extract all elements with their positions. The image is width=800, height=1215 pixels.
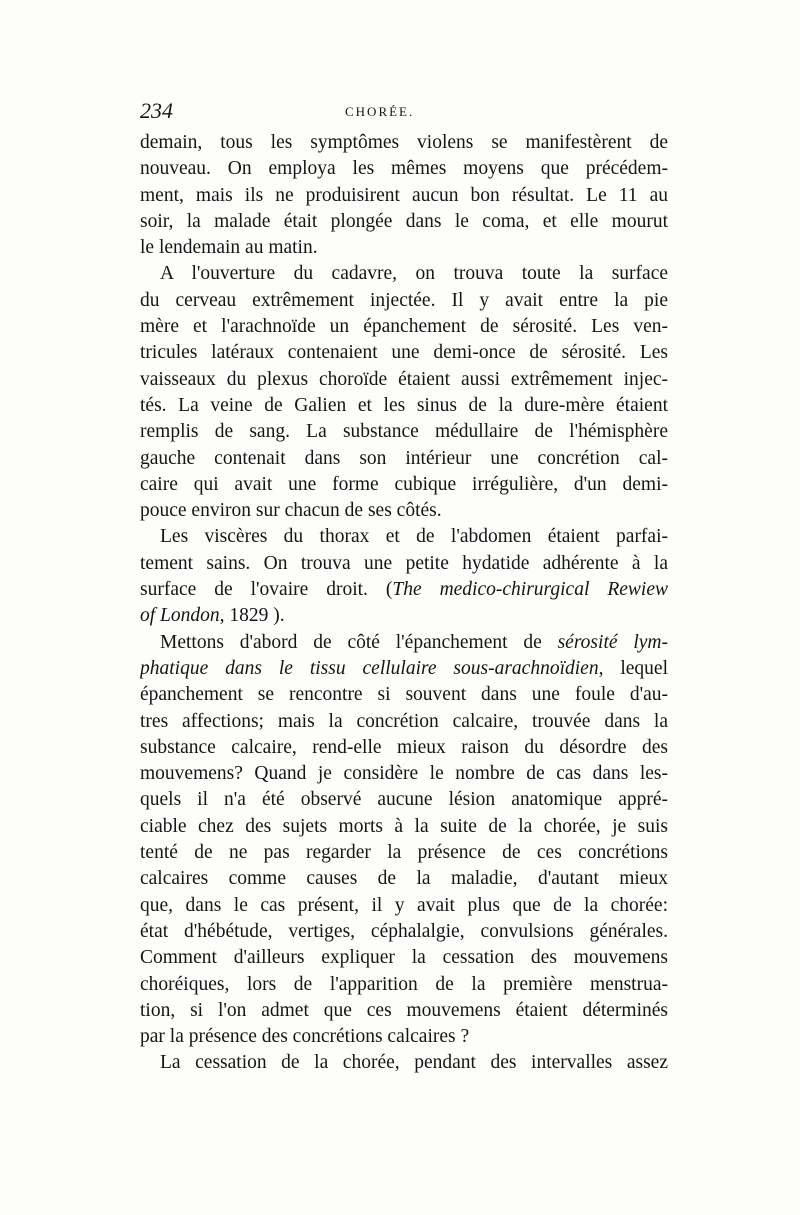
text-fragment: Mettons d'abord de côté l'épanchement de xyxy=(160,631,558,653)
text-line: tricules latéraux contenaient une demi-once de sérosité. Les xyxy=(140,342,668,364)
text-line xyxy=(140,656,668,682)
text-line: demain, tous les symptômes violens se manifestèrent de xyxy=(140,132,668,153)
text-line: gauche contenait dans son intérieur une concrétion cal- xyxy=(140,447,668,469)
text-line: tion, si l'on admet que ces mouvemens étaient déterminés xyxy=(140,999,668,1021)
italic-term-continued: phatique dans le tissu cellulaire sous-arachnoïdien xyxy=(140,657,599,679)
text-line xyxy=(140,603,668,629)
text-line: La cessation de la chorée, pendant des intervalles assez xyxy=(160,1052,668,1074)
text-line: choréiques, lors de l'apparition de la première menstrua- xyxy=(140,973,668,995)
text-line xyxy=(140,630,668,656)
text-line: caire qui avait une forme cubique irrégulière, d'un demi- xyxy=(140,473,668,495)
journal-title-continued: of London xyxy=(140,605,220,627)
text-line: tenté de ne pas regarder la présence de ces concrétions xyxy=(140,842,668,864)
text-line: mouvemens? Quand je considère le nombre de cas dans les- xyxy=(140,763,668,785)
text-line: le lendemain au matin. xyxy=(140,237,318,259)
text-line: nouveau. On employa les mêmes moyens que précédem- xyxy=(140,158,668,180)
text-line: soir, la malade était plongée dans le coma, et elle mourut xyxy=(140,210,668,232)
text-fragment: surface de l'ovaire droit. ( xyxy=(140,579,393,601)
text-fragment: , 1829 ). xyxy=(219,605,285,627)
text-line: Les viscères du thorax et de l'abdomen étaient parfai- xyxy=(160,526,668,548)
text-line: par la présence des concrétions calcaires ? xyxy=(140,1026,470,1048)
text-line: substance calcaire, rend-elle mieux raison du désordre des xyxy=(140,736,668,758)
text-line: état d'hébétude, vertiges, céphalalgie, convulsions générales. xyxy=(140,920,668,942)
text-line: du cerveau extrêmement injectée. Il y avait entre la pie xyxy=(140,289,668,311)
italic-term: sérosité lym- xyxy=(557,631,668,653)
text-line: quels il n'a été observé aucune lésion anatomique appré- xyxy=(140,789,668,811)
text-line: A l'ouverture du cadavre, on trouva toute la surface xyxy=(160,263,668,285)
text-line: épanchement se rencontre si souvent dans une foule d'au- xyxy=(140,684,668,706)
text-line: ment, mais ils ne produisirent aucun bon résultat. Le 11 au xyxy=(140,184,668,206)
text-line: tement sains. On trouva une petite hydatide adhérente à la xyxy=(140,552,668,574)
text-line: mère et l'arachnoïde un épanchement de sérosité. Les ven- xyxy=(140,316,668,338)
text-line: tres affections; mais la concrétion calcaire, trouvée dans la xyxy=(140,710,668,732)
journal-title: The medico-chirurgical Rewiew xyxy=(392,579,668,601)
text-line: que, dans le cas présent, il y avait plus que de la chorée: xyxy=(140,894,668,916)
running-head: CHORÉE. xyxy=(345,104,415,119)
text-line: calcaires comme causes de la maladie, d'autant mieux xyxy=(140,868,668,890)
text-line xyxy=(140,577,668,603)
text-line: ciable chez des sujets morts à la suite de la chorée, je suis xyxy=(140,815,668,837)
text-fragment: , lequel xyxy=(598,657,668,679)
text-line: tés. La veine de Galien et les sinus de la dure-mère étaient xyxy=(140,394,668,416)
text-line: vaisseaux du plexus choroïde étaient aussi extrêmement injec- xyxy=(140,368,668,390)
text-line: pouce environ sur chacun de ses côtés. xyxy=(140,500,442,522)
page-header xyxy=(140,98,668,128)
text-line: remplis de sang. La substance médullaire de l'hémisphère xyxy=(140,421,668,443)
text-line: Comment d'ailleurs expliquer la cessation des mouvemens xyxy=(140,947,668,969)
body-text xyxy=(140,130,668,1077)
page-number: 234 xyxy=(140,98,173,123)
